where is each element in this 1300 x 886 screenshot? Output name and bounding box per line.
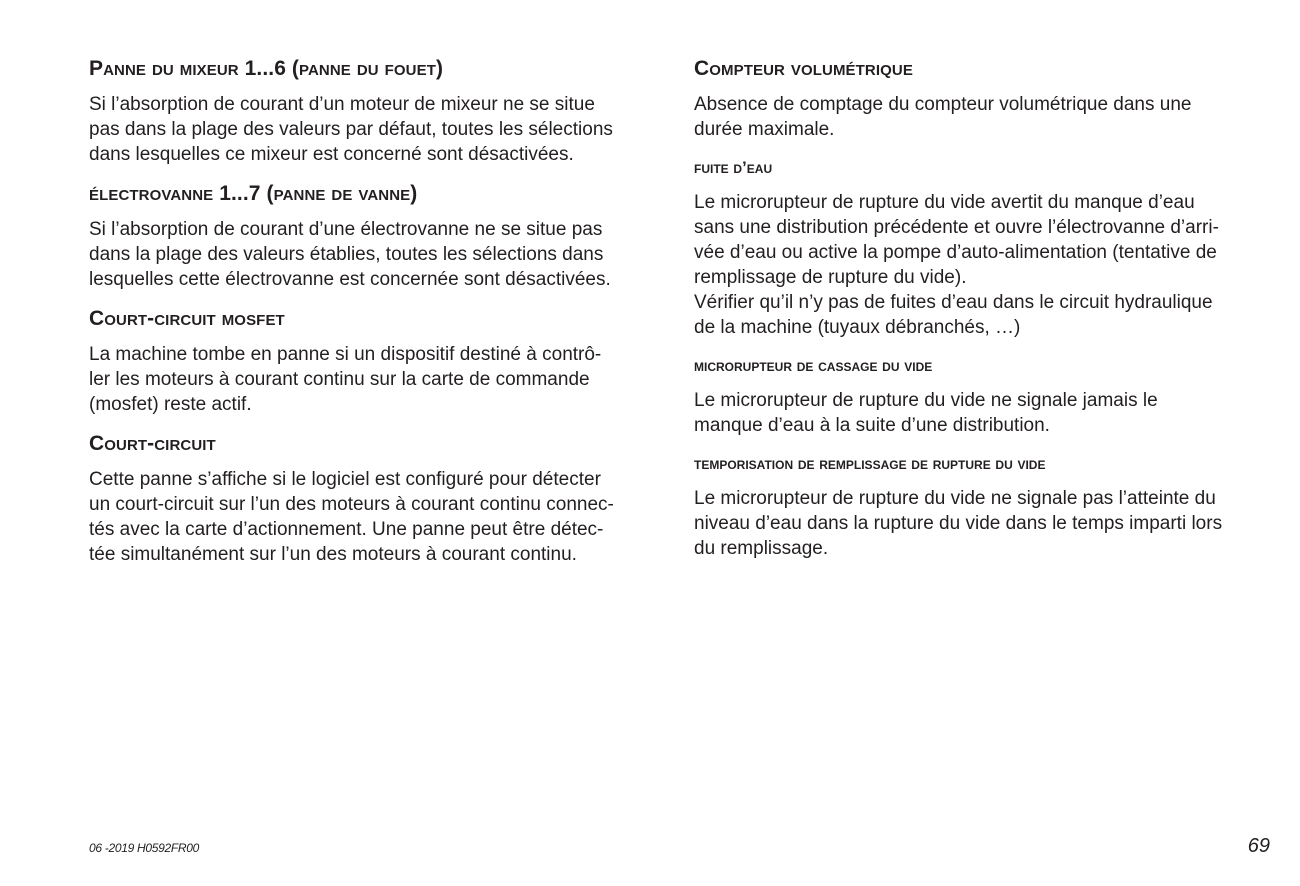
section-compteur-volumetrique bbox=[694, 56, 1269, 142]
section-heading: Compteur volumétrique bbox=[694, 57, 913, 80]
left-column bbox=[89, 56, 659, 581]
section-temporisation-remplissage bbox=[694, 452, 1269, 561]
section-heading: Court-circuit bbox=[89, 432, 216, 455]
section-heading: Court-circuit mosfet bbox=[89, 307, 285, 330]
section-panne-mixeur bbox=[89, 56, 659, 167]
section-heading: temporisation de remplissage de rupture du vide bbox=[694, 454, 1046, 473]
section-court-circuit-mosfet bbox=[89, 306, 659, 417]
right-column bbox=[694, 56, 1269, 575]
section-text: Le microrupteur de rupture du vide avertit du manque d’eau sans une distribution précédente et ouvre l’électrovanne d’arri- vée d’eau ou active la pompe d’auto-alimentation (tentative de remplissage de rupture du vide). Vérifier qu’il n’y pas de fuites d’eau dans le circuit hydraulique de la machine (tuyaux débranchés, …) bbox=[694, 192, 1219, 338]
section-heading: microrupteur de cassage du vide bbox=[694, 356, 933, 375]
page-number: 69 bbox=[1247, 835, 1270, 857]
section-text: La machine tombe en panne si un dispositif destiné à contrô- ler les moteurs à courant continu sur la carte de commande (mosfet) reste actif. bbox=[89, 344, 602, 415]
section-microrupteur-cassage bbox=[694, 354, 1269, 438]
section-court-circuit bbox=[89, 431, 659, 567]
section-heading: électrovanne 1...7 (panne de vanne) bbox=[89, 182, 418, 205]
section-fuite-eau bbox=[694, 156, 1269, 340]
section-text: Le microrupteur de rupture du vide ne signale pas l’atteinte du niveau d’eau dans la rupture du vide dans le temps imparti lors du remplissage. bbox=[694, 488, 1223, 559]
section-electrovanne bbox=[89, 181, 659, 292]
section-text: Le microrupteur de rupture du vide ne signale jamais le manque d’eau à la suite d’une distribution. bbox=[694, 390, 1158, 436]
section-text: Absence de comptage du compteur volumétrique dans une durée maximale. bbox=[694, 94, 1192, 140]
section-heading: fuite d’eau bbox=[694, 158, 773, 177]
document-reference: 06 -2019 H0592FR00 bbox=[89, 841, 200, 855]
section-text: Si l’absorption de courant d’une électrovanne ne se situe pas dans la plage des valeurs établies, toutes les sélections dans lesquelles cette électrovanne est concernée sont désactivées. bbox=[89, 219, 611, 290]
section-heading: Panne du mixeur 1...6 (panne du fouet) bbox=[89, 57, 444, 80]
section-text: Cette panne s’affiche si le logiciel est configuré pour détecter un court-circuit sur l’un des moteurs à courant continu connec- tés avec la carte d’actionnement. Une panne peut être détec- tée simultanément sur l’un des moteurs à courant continu. bbox=[89, 469, 614, 565]
section-text: Si l’absorption de courant d’un moteur de mixeur ne se situe pas dans la plage des valeurs par défaut, toutes les sélections dans lesquelles ce mixeur est concerné sont désactivées. bbox=[89, 94, 613, 165]
